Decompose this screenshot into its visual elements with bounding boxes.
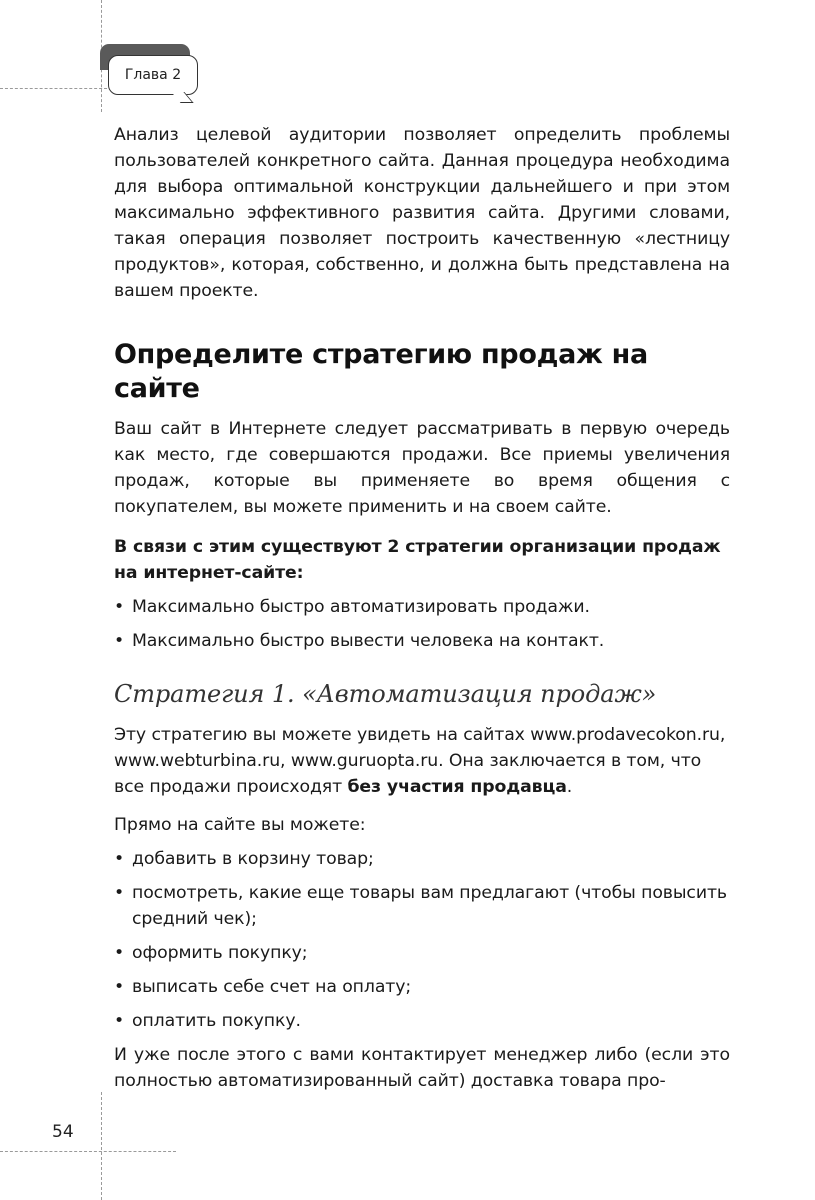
list-item: • Максимально быстро вывести человека на контакт. bbox=[114, 628, 730, 654]
strategies-lead: В связи с этим существуют 2 стратегии организации продаж на интернет-сайте: bbox=[114, 537, 721, 583]
page-number: 54 bbox=[52, 1122, 74, 1142]
strategy-1-paragraph bbox=[114, 722, 730, 800]
crop-guide-bottom-vertical bbox=[101, 1092, 102, 1200]
page-content bbox=[114, 122, 730, 1094]
closing-paragraph: И уже после этого с вами контактирует менеджер либо (если это полностью автоматизированный сайт) доставка товара про- bbox=[114, 1045, 730, 1091]
list-item: • выписать себе счет на оплату; bbox=[114, 974, 730, 1000]
chapter-tab bbox=[108, 55, 198, 95]
crop-guide-bottom-horizontal bbox=[0, 1151, 176, 1152]
list-item: • оплатить покупку. bbox=[114, 1008, 730, 1034]
crop-guide-top-horizontal bbox=[0, 88, 112, 89]
list-item: • оформить покупку; bbox=[114, 940, 730, 966]
strategy-1-heading: Стратегия 1. «Автоматизация продаж» bbox=[114, 680, 657, 708]
actions-lead: Прямо на сайте вы можете: bbox=[114, 815, 366, 835]
section-heading: Определите стратегию продаж на сайте bbox=[114, 339, 648, 404]
strategies-list bbox=[114, 594, 730, 654]
chapter-label: Глава 2 bbox=[124, 67, 182, 83]
list-item: • посмотреть, какие еще товары вам предлагают (чтобы повысить средний чек); bbox=[114, 880, 730, 932]
strategy-1-text: Эту стратегию вы можете увидеть на сайтах www.prodavecokon.ru, www.webturbina.ru, www.guruopta.ru. Она заключается в том, что все продажи происходят bbox=[114, 725, 726, 797]
intro-paragraph: Анализ целевой аудитории позволяет определить проблемы пользователей конкретного сайта. Данная процедура необходима для выбора оптимальной конструкции дальнейшего и при этом максимально эффективного развития сайта. Другими словами, такая операция позволяет построить качественную «лестницу продуктов», которая, собственно, и должна быть представлена на вашем проекте. bbox=[114, 125, 730, 301]
list-item: • добавить в корзину товар; bbox=[114, 846, 730, 872]
strategy-1-text-end: . bbox=[566, 777, 573, 797]
strategy-1-bold-text: без участия продавца bbox=[347, 777, 567, 797]
actions-list bbox=[114, 846, 730, 1034]
list-item: • Максимально быстро автоматизировать продажи. bbox=[114, 594, 730, 620]
section-paragraph: Ваш сайт в Интернете следует рассматривать в первую очередь как место, где совершаются продажи. Все приемы увеличения продаж, которые вы применяете во время общения с покупателем, вы можете применить и на своем сайте. bbox=[114, 419, 730, 517]
